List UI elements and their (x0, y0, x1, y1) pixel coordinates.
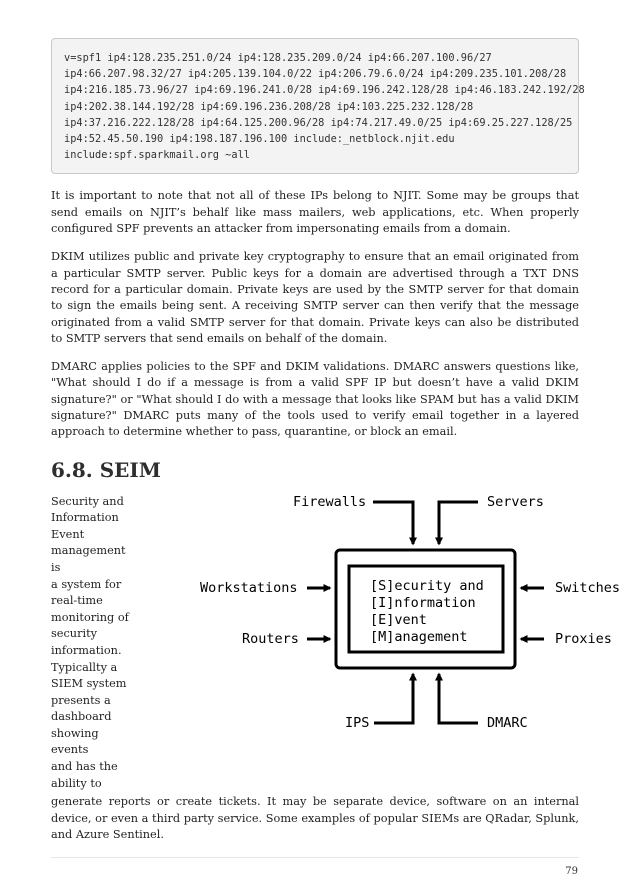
spf-note-paragraph: It is important to note that not all of these IPs belong to NJIT. Some may be groups that send emails on NJIT’s behalf like mass mailers, web applications, etc. When properly configured SPF prevents an attacker from impersonating emails from a domain. (51, 189, 579, 236)
arrow-firewalls (373, 502, 413, 544)
arrow-servers (439, 502, 478, 544)
code-line: ip4:202.38.144.192/28 ip4:69.196.236.208/28 ip4:103.225.232.128/28 (64, 100, 474, 113)
code-line: v=spf1 ip4:128.235.251.0/24 ip4:128.235.209.0/24 ip4:66.207.100.96/27 (64, 52, 492, 64)
side-text-line: information. (51, 643, 122, 657)
side-text-line: a system for (51, 577, 122, 591)
side-text-line: ability to (51, 776, 102, 790)
side-text-line: SIEM system (51, 677, 127, 691)
side-text-line: management is (51, 544, 126, 574)
code-line: ip4:66.207.98.32/27 ip4:205.139.104.0/22 ip4:206.79.6.0/24 ip4:209.235.101.208/28 (64, 68, 567, 81)
code-line: ip4:52.45.50.190 ip4:198.187.196.100 include:_netblock.njit.edu (64, 133, 455, 146)
code-line: ip4:37.216.222.128/28 ip4:64.125.200.96/28 ip4:74.217.49.0/25 ip4:69.25.227.128/25 (64, 116, 573, 129)
side-text-line: dashboard (51, 710, 112, 724)
label-proxies: Proxies (555, 630, 612, 647)
side-text-line: showing events (51, 726, 99, 757)
side-text-line: monitoring of (51, 610, 129, 624)
label-switches: Switches (555, 579, 621, 596)
label-dmarc: DMARC (487, 714, 528, 731)
dmarc-paragraph: DMARC applies policies to the SPF and DKIM validations. DMARC answers questions like, "What should I do if a message is from a valid SPF IP but doesn’t have a valid DKIM signature?" or "What should I do with a message that looks like SPAM but has a valid DKIM signature?" DMARC puts many of the tools used to verify email together in a layered approach to determine whether to pass, quarantine, or block an email. (51, 360, 579, 439)
label-routers: Routers (242, 630, 299, 647)
seim-continuation-paragraph: generate reports or create tickets. It may be separate device, software on an internal device, or even a third party service. Some examples of popular SIEMs are QRadar, Splunk, and Azure Sentinel. (51, 795, 579, 841)
label-servers: Servers (487, 493, 544, 510)
label-firewalls: Firewalls (293, 493, 367, 510)
center-line: [S]ecurity and (370, 577, 484, 594)
label-ips: IPS (345, 714, 370, 731)
code-line: ip4:216.185.73.96/27 ip4:69.196.241.0/28 ip4:69.196.242.128/28 ip4:46.183.242.192/28 (64, 84, 585, 97)
seim-side-text (51, 494, 135, 793)
side-text-line: presents a (51, 693, 111, 707)
side-text-line: real-time (51, 594, 103, 608)
center-line: [E]vent (370, 611, 427, 628)
side-text-line: security (51, 627, 98, 641)
side-text-line: and has the (51, 760, 118, 774)
code-line: include:spf.sparkmail.org ~all (64, 149, 250, 162)
side-text-line: Information (51, 511, 119, 525)
arrow-ips (374, 674, 413, 723)
label-workstations: Workstations (200, 579, 298, 596)
side-text-line: Typicallty a (51, 660, 118, 674)
side-text-line: Security and (51, 494, 124, 508)
dkim-paragraph: DKIM utilizes public and private key cryptography to ensure that an email originated from a particular SMTP server. Public keys for a domain are advertised through a TXT DNS record for a particular domain. Private keys are used by the SMTP server for that domain to sign the emails being sent. A receiving SMTP server can then verify that the message originated from a valid SMTP server for that domain. Private keys can also be distributed to SMTP servers that send emails on behalf of the domain. (51, 250, 579, 345)
arrow-dmarc (439, 674, 478, 723)
side-text-line: Event (51, 527, 85, 541)
seim-section (51, 493, 621, 844)
page-content (51, 38, 621, 843)
center-line: [M]anagement (370, 628, 468, 645)
center-line: [I]nformation (370, 594, 476, 611)
page-number: 79 (565, 866, 578, 877)
section-heading: 6.8. SEIM (51, 457, 161, 482)
footer-divider (51, 857, 579, 858)
siem-diagram (147, 493, 621, 754)
spf-record-code-block (51, 38, 585, 174)
